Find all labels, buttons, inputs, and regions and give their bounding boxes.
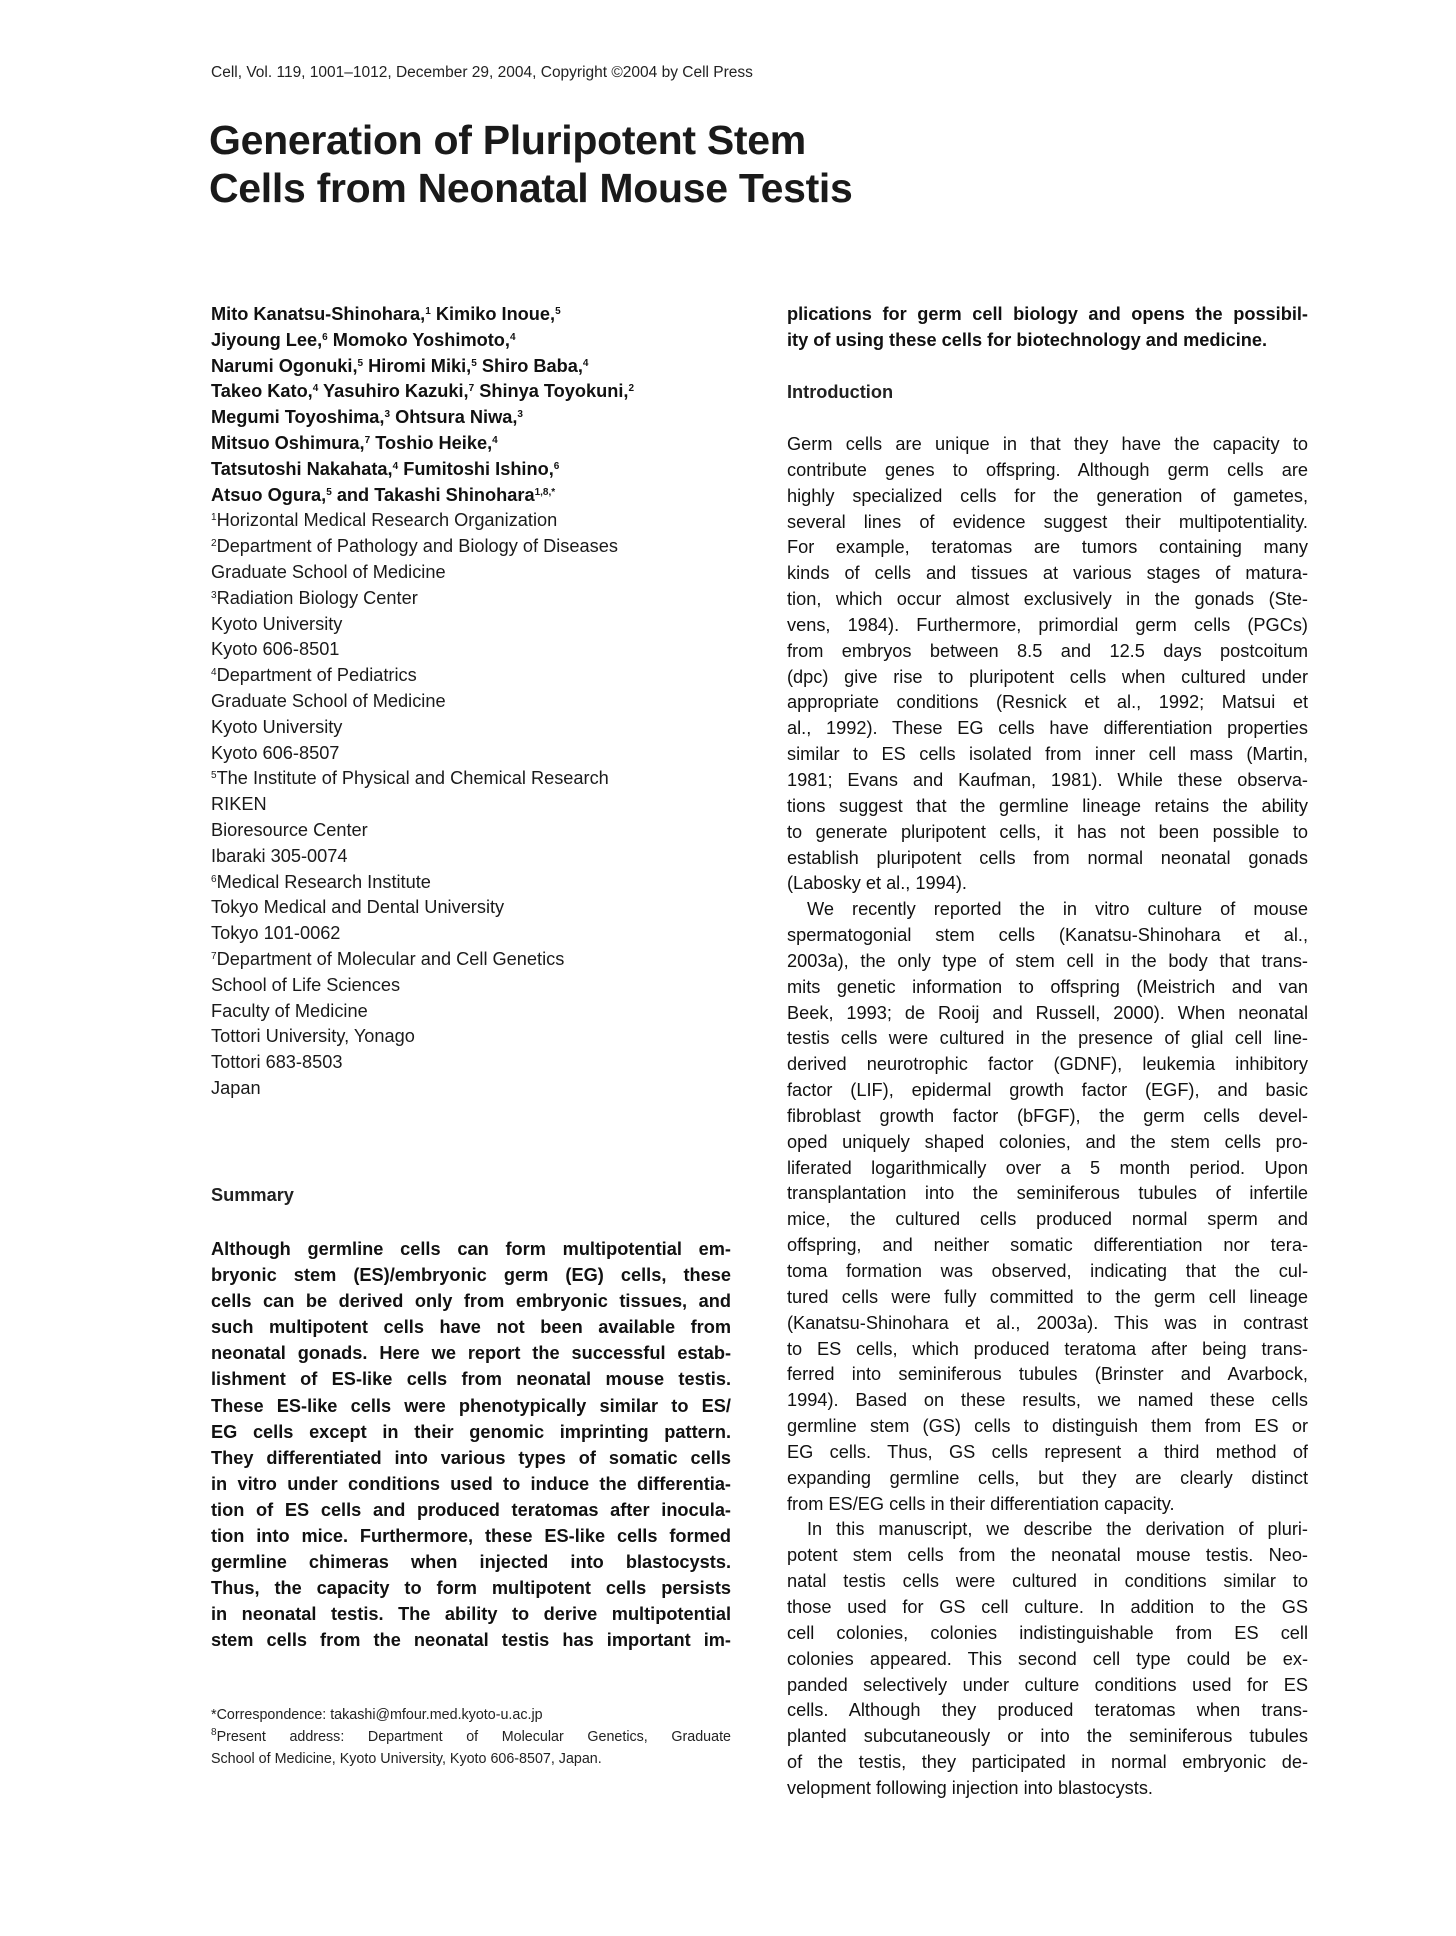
affiliation-text: Kyoto University [211, 613, 343, 634]
affiliation-mark: 5 [211, 770, 217, 782]
affiliation-text: Kyoto University [211, 716, 343, 737]
affiliation-text: Kyoto 606-8501 [211, 639, 340, 660]
text-line: We recently reported the in vitro culture of mouse [807, 899, 1308, 920]
text-line: fibroblast growth factor (bFGF), the germ cells devel- [787, 1105, 1308, 1126]
summary-line: Although germline cells can form multipotential em- [211, 1239, 731, 1259]
affiliation-mark: 5 [357, 357, 364, 369]
author-line [211, 354, 731, 380]
affiliation-mark: 5 [471, 357, 477, 369]
affiliation-line [211, 534, 731, 560]
affiliation-mark: 4 [392, 460, 399, 472]
affiliation-line [211, 844, 731, 870]
summary-line: stem cells from the neonatal testis has important im- [211, 1630, 731, 1651]
affiliation-mark: 2 [211, 538, 217, 550]
title-line: Generation of Pluripotent Stem [209, 117, 806, 163]
affiliation-list [211, 508, 731, 1101]
affiliation-line [211, 612, 731, 638]
affiliation-line [211, 999, 731, 1025]
text-line: In this manuscript, we describe the derivation of pluri- [807, 1519, 1308, 1540]
affiliation-mark: 6 [322, 331, 328, 343]
affiliation-line [211, 637, 731, 663]
paragraph [787, 1517, 1308, 1801]
affiliation-mark: 7 [468, 383, 475, 395]
summary-line: in neonatal testis. The ability to derive multipotential [211, 1604, 731, 1625]
affiliation-text: Department of Pathology and Biology of Diseases [216, 536, 618, 557]
paragraph [787, 432, 1308, 897]
affiliation-line [211, 560, 731, 586]
affiliation-mark: 3 [517, 409, 523, 421]
affiliation-mark: 1 [425, 306, 431, 317]
affiliation-text: Medical Research Institute [216, 871, 431, 892]
text-line: planted subcutaneously or into the seminiferous tubules [787, 1726, 1308, 1747]
summary-text [211, 1236, 731, 1654]
text-line: (Kanatsu-Shinohara et al., 2003a). This was in contrast [787, 1312, 1308, 1333]
correspondence-footnote: *Correspondence: takashi@mfour.med.kyoto-u.ac.jp [211, 1707, 543, 1723]
affiliation-text: Bioresource Center [211, 819, 368, 840]
author-name: Megumi Toyoshima, [211, 407, 385, 428]
affiliation-text: Department of Molecular and Cell Genetics [216, 948, 565, 969]
author-name: Shinya Toyokuni, [474, 381, 629, 402]
author-line [211, 302, 731, 328]
introduction-heading: Introduction [787, 382, 894, 402]
text-line: testis cells were cultured in the presence of glial cell line- [787, 1028, 1308, 1049]
affiliation-line [211, 1050, 731, 1076]
affiliation-mark: 3 [211, 589, 217, 601]
author-line [211, 379, 731, 405]
summary-line: lishment of ES-like cells from neonatal mouse testis. [211, 1369, 731, 1390]
author-name: Momoko Yoshimoto, [327, 329, 510, 350]
author-line [211, 405, 731, 431]
affiliation-text: Department of Pediatrics [216, 665, 417, 686]
footnotes [211, 1704, 731, 1770]
affiliation-line [211, 792, 731, 818]
footnote-text: Present address: Department of Molecular Genetics, Graduate [216, 1729, 731, 1745]
affiliation-line [211, 508, 731, 534]
text-line: similar to ES cells isolated from inner cell mass (Martin, [787, 744, 1308, 765]
text-line: vens, 1984). Furthermore, primordial germ cells (PGCs) [787, 614, 1308, 635]
text-line: 1994). Based on these results, we named these cells [787, 1390, 1308, 1411]
author-line [211, 483, 731, 509]
text-line: mits genetic information to offspring (Meistrich and van [787, 976, 1308, 997]
affiliation-text: Tottori 683-8503 [211, 1052, 343, 1073]
affiliation-text: Graduate School of Medicine [211, 690, 446, 711]
affiliation-mark: 4 [509, 331, 516, 343]
affiliation-text: Tottori University, Yonago [211, 1026, 415, 1047]
affiliation-line [211, 870, 731, 896]
paragraph [787, 897, 1308, 1517]
article-title [209, 116, 853, 212]
affiliation-text: Ibaraki 305-0074 [211, 845, 348, 866]
footnote-mark: 8 [211, 1727, 217, 1738]
author-name: Tatsutoshi Nakahata, [211, 458, 393, 479]
text-line: velopment following injection into blastocysts. [787, 1777, 1153, 1798]
text-line: liferated logarithmically over a 5 month period. Upon [787, 1157, 1308, 1178]
text-line: Germ cells are unique in that they have the capacity to [787, 434, 1308, 454]
summary-line: such multipotent cells have not been available from [211, 1317, 731, 1338]
summary-line: tion of ES cells and produced teratomas after inocula- [211, 1499, 731, 1520]
summary-line: EG cells except in their genomic imprinting pattern. [211, 1421, 731, 1442]
affiliation-text: RIKEN [211, 794, 267, 815]
affiliation-mark: 6 [553, 460, 560, 472]
text-line: factor (LIF), epidermal growth factor (EGF), and basic [787, 1080, 1308, 1101]
affiliation-mark: 3 [384, 409, 391, 421]
author-name: Atsuo Ogura, [211, 484, 327, 505]
text-line: several lines of evidence suggest their multipotentiality. [787, 511, 1308, 532]
affiliation-text: Graduate School of Medicine [211, 561, 446, 582]
affiliation-mark: 5 [555, 306, 561, 317]
affiliation-line [211, 1076, 731, 1102]
text-line: (Labosky et al., 1994). [787, 873, 967, 894]
affiliation-line [211, 1024, 731, 1050]
summary-line: They differentiated into various types of somatic cells [211, 1447, 731, 1468]
affiliation-line [211, 741, 731, 767]
text-line: panded selectively under culture conditions used for ES [787, 1674, 1308, 1695]
text-line: cell colonies, colonies indistinguishable from ES cell [787, 1622, 1308, 1643]
affiliation-line [211, 689, 731, 715]
affiliation-mark: 4 [582, 357, 589, 369]
text-line: establish pluripotent cells from normal neonatal gonads [787, 847, 1308, 868]
text-line: 1981; Evans and Kaufman, 1981). While these observa- [787, 769, 1308, 790]
text-line: colonies appeared. This second cell type could be ex- [787, 1648, 1308, 1669]
affiliation-mark: 2 [628, 383, 634, 395]
title-line: Cells from Neonatal Mouse Testis [209, 165, 853, 211]
author-line [211, 457, 731, 483]
text-line: derived neurotrophic factor (GDNF), leukemia inhibitory [787, 1054, 1308, 1075]
summary-continued [787, 302, 1308, 354]
text-line: mice, the cultured cells produced normal sperm and [787, 1209, 1308, 1230]
author-name: Jiyoung Lee, [211, 329, 323, 350]
affiliation-line [211, 586, 731, 612]
text-line: from embryos between 8.5 and 12.5 days postcoitum [787, 640, 1308, 661]
text-line: For example, teratomas are tumors containing many [787, 537, 1308, 558]
affiliation-line [211, 715, 731, 741]
author-name: Shiro Baba, [476, 355, 583, 376]
affiliation-text: The Institute of Physical and Chemical Research [216, 768, 609, 789]
affiliation-text: Faculty of Medicine [211, 1000, 368, 1021]
text-line: spermatogonial stem cells (Kanatsu-Shinohara et al., [787, 925, 1308, 946]
author-name: Mitsuo Oshimura, [211, 432, 365, 453]
text-line: transplantation into the seminiferous tubules of infertile [787, 1183, 1308, 1204]
text-line: Beek, 1993; de Rooij and Russell, 2000). When neonatal [787, 1002, 1308, 1023]
summary-line: neonatal gonads. Here we report the successful estab- [211, 1343, 731, 1364]
summary-line: cells can be derived only from embryonic tissues, and [211, 1291, 731, 1312]
introduction-text [787, 432, 1308, 1802]
text-line: tion, which occur almost exclusively in the gonads (Ste- [787, 589, 1308, 610]
affiliation-text: Japan [211, 1077, 261, 1098]
text-line: EG cells. Thus, GS cells represent a third method of [787, 1441, 1308, 1462]
affiliation-line [211, 663, 731, 689]
summary-line: bryonic stem (ES)/embryonic germ (EG) cells, these [211, 1265, 731, 1286]
text-line: expanding germline cells, but they are clearly distinct [787, 1467, 1308, 1488]
affiliation-text: School of Life Sciences [211, 974, 401, 995]
affiliation-line [211, 947, 731, 973]
affiliation-mark: 4 [492, 434, 498, 446]
author-name: Narumi Ogonuki, [211, 355, 358, 376]
text-line: appropriate conditions (Resnick et al., 1992; Matsui et [787, 692, 1308, 713]
present-address-footnote [211, 1726, 731, 1748]
text-line: potent stem cells from the neonatal mouse testis. Neo- [787, 1545, 1308, 1566]
text-line: germline stem (GS) cells to distinguish them from ES or [787, 1416, 1308, 1437]
left-column [211, 302, 731, 1767]
summary-line: plications for germ cell biology and opens the possibil- [787, 304, 1308, 324]
text-line: contribute genes to offspring. Although germ cells are [787, 459, 1308, 480]
text-line: those used for GS cell culture. In addition to the GS [787, 1596, 1308, 1617]
author-name: Hiromi Miki, [363, 355, 472, 376]
text-line: to generate pluripotent cells, it has not been possible to [787, 821, 1308, 842]
summary-line: Thus, the capacity to form multipotent cells persists [211, 1578, 731, 1599]
text-line: ferred into seminiferous tubules (Brinster and Avarbock, [787, 1364, 1308, 1385]
affiliation-mark: 6 [211, 873, 217, 885]
affiliation-mark: 4 [211, 667, 217, 679]
author-name: and Takashi Shinohara [331, 484, 535, 505]
author-list [211, 302, 731, 508]
affiliation-mark: 1 [211, 512, 217, 524]
author-name: Takeo Kato, [211, 381, 313, 402]
author-name: Ohtsura Niwa, [390, 407, 518, 428]
text-line: to ES cells, which produced teratoma after being trans- [787, 1338, 1308, 1359]
text-line: 2003a), the only type of stem cell in the body that trans- [787, 950, 1308, 971]
affiliation-mark: 7 [364, 434, 371, 446]
affiliation-text: Tokyo 101-0062 [211, 923, 341, 944]
author-name: Yasuhiro Kazuki, [318, 381, 469, 402]
text-line: offspring, and neither somatic differentiation nor tera- [787, 1235, 1308, 1256]
affiliation-line [211, 895, 731, 921]
text-line: (dpc) give rise to pluripotent cells when cultured under [787, 666, 1308, 687]
text-line: oped uniquely shaped colonies, and the stem cells pro- [787, 1131, 1308, 1152]
text-line: from ES/EG cells in their differentiation capacity. [787, 1493, 1175, 1514]
text-line: of the testis, they participated in normal embryonic de- [787, 1752, 1308, 1773]
affiliation-mark: 7 [211, 950, 217, 962]
affiliation-mark: 5 [326, 486, 332, 498]
summary-line: ity of using these cells for biotechnology and medicine. [787, 329, 1268, 350]
author-line [211, 328, 731, 354]
author-line [211, 431, 731, 457]
affiliation-line [211, 766, 731, 792]
affiliation-text: Tokyo Medical and Dental University [211, 897, 505, 918]
author-name: Fumitoshi Ishino, [398, 458, 554, 479]
text-line: tured cells were fully committed to the germ cell lineage [787, 1286, 1308, 1307]
affiliation-mark: 4 [312, 383, 319, 395]
text-line: kinds of cells and tissues at various stages of matura- [787, 563, 1308, 584]
summary-line: in vitro under conditions used to induce the differentia- [211, 1473, 731, 1494]
author-name: Mito Kanatsu-Shinohara, [211, 304, 426, 324]
right-column [787, 302, 1308, 1798]
summary-line: tion into mice. Furthermore, these ES-like cells formed [211, 1526, 731, 1547]
journal-citation: Cell, Vol. 119, 1001–1012, December 29, 2004, Copyright ©2004 by Cell Press [211, 64, 753, 81]
affiliation-mark: 1,8,* [534, 486, 556, 498]
text-line: tions suggest that the germline lineage retains the ability [787, 795, 1308, 816]
affiliation-line [211, 921, 731, 947]
affiliation-text: Kyoto 606-8507 [211, 742, 340, 763]
affiliation-text: Radiation Biology Center [216, 587, 418, 608]
text-line: cells. Although they produced teratomas when trans- [787, 1700, 1308, 1721]
summary-line: These ES-like cells were phenotypically similar to ES/ [211, 1395, 731, 1416]
author-name: Toshio Heike, [370, 432, 493, 453]
affiliation-line [211, 818, 731, 844]
text-line: toma formation was observed, indicating that the cul- [787, 1261, 1308, 1281]
affiliation-text: Horizontal Medical Research Organization [216, 510, 558, 531]
text-line: highly specialized cells for the generation of gametes, [787, 485, 1308, 506]
text-line: al., 1992). These EG cells have differentiation properties [787, 718, 1308, 739]
text-line: natal testis cells were cultured in conditions similar to [787, 1571, 1308, 1592]
summary-line: germline chimeras when injected into blastocysts. [211, 1552, 731, 1573]
author-name: Kimiko Inoue, [430, 304, 556, 324]
affiliation-line [211, 973, 731, 999]
present-address-footnote-cont: School of Medicine, Kyoto University, Kyoto 606-8507, Japan. [211, 1751, 602, 1767]
summary-heading: Summary [211, 1185, 294, 1205]
